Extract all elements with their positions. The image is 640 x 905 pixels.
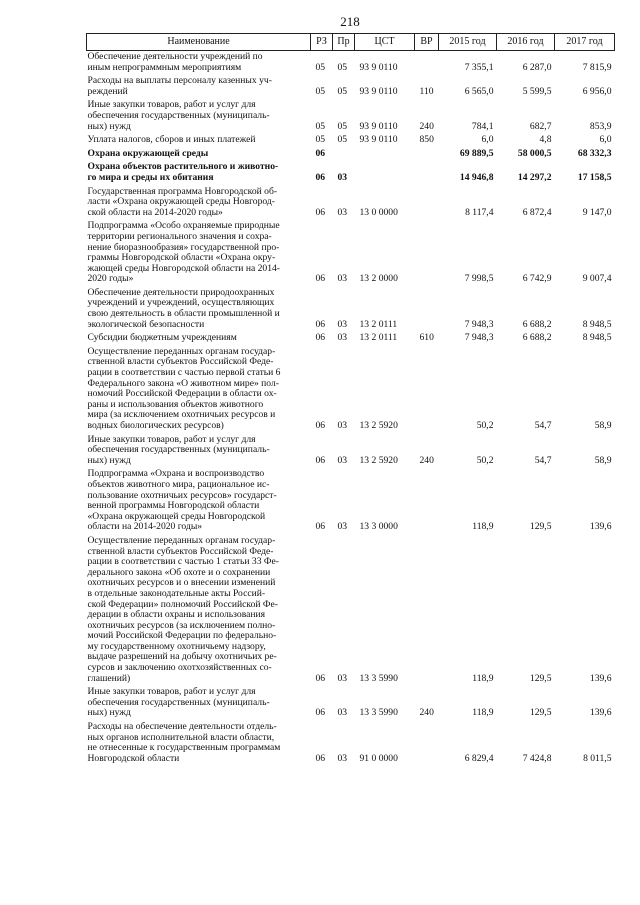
cell-2015: 6 829,4	[464, 752, 494, 764]
cell-rz: 05	[315, 120, 326, 132]
cell-vr	[415, 51, 439, 76]
row-name-line: в отдельные законодательные акты Россий-	[87, 587, 266, 599]
table-row	[87, 434, 615, 469]
cell-pr: 05	[337, 134, 348, 146]
column-header-name: Наименование	[87, 34, 311, 51]
row-name-line: глашений)	[87, 672, 131, 684]
row-name-line: не отнесенные к государственным программам	[87, 742, 281, 754]
table-row	[87, 287, 615, 332]
row-name	[87, 287, 311, 332]
row-name-line: обеспечения государственных (муниципаль-	[87, 109, 270, 121]
column-header-2016: 2016 год	[497, 34, 555, 51]
row-name	[87, 686, 311, 721]
row-name-line: Уплата налогов, сборов и иных платежей	[87, 134, 256, 146]
cell-2016: 6 872,4	[522, 206, 552, 218]
cell-cst: 13 3 5990	[359, 707, 398, 719]
table-row	[87, 468, 615, 535]
row-name-line: Иные закупки товаров, работ и услуг для	[87, 99, 256, 111]
row-name-line: свою деятельность в области промышленной и	[87, 308, 280, 320]
row-name	[87, 148, 311, 162]
row-name-line: Расходы на выплаты персоналу казенных уч-	[87, 75, 272, 87]
cell-2016: 129,5	[529, 521, 552, 533]
cell-pr: 03	[337, 171, 348, 183]
cell-cst	[355, 148, 415, 162]
row-name-line: учреждений и учреждений, осуществляющих	[87, 297, 275, 309]
cell-2016: 6 742,9	[522, 273, 552, 285]
row-name-line: Новгородской области	[87, 752, 180, 764]
row-name-line: водных биологических ресурсов)	[87, 420, 224, 431]
cell-rz: 06	[315, 147, 326, 159]
row-name-line: Федерального закона «О животном мире» пол-	[87, 377, 279, 389]
row-name-line: области на 2014-2020 годы»	[87, 521, 203, 533]
cell-2017: 58,9	[594, 454, 612, 466]
row-name-line: ных) нужд	[87, 120, 131, 132]
row-name	[87, 99, 311, 134]
row-name	[87, 161, 311, 185]
column-header-vr: ВР	[415, 34, 439, 51]
row-name	[87, 186, 311, 221]
cell-rz: 06	[315, 672, 326, 684]
cell-vr	[415, 468, 439, 535]
row-name	[87, 134, 311, 148]
cell-vr: 240	[419, 120, 434, 132]
row-name	[87, 51, 311, 76]
cell-2015: 6,0	[481, 134, 494, 146]
cell-rz: 06	[315, 273, 326, 285]
cell-2017: 139,6	[589, 672, 612, 684]
row-name-line: пользование охотничьих ресурсов» государст-	[87, 489, 277, 501]
row-name-line: номочий Российской Федерации в области ох-	[87, 388, 277, 400]
cell-2016: 6 287,0	[522, 61, 552, 73]
cell-cst: 13 2 5920	[359, 454, 398, 466]
row-name-line: «Охрана окружающей среды Новгородской	[87, 510, 266, 522]
cell-2015: 7 998,5	[464, 273, 494, 285]
row-name	[87, 332, 311, 346]
cell-pr: 03	[337, 318, 348, 330]
column-header-2015: 2015 год	[439, 34, 497, 51]
row-name-line: обеспечения государственных (муниципаль-	[87, 444, 270, 456]
table-header-row	[87, 34, 615, 51]
row-name-line: ных) нужд	[87, 454, 131, 466]
row-name-line: го мира и среды их обитания	[87, 171, 214, 183]
row-name-line: ласти «Охрана окружающей среды Новгород-	[87, 196, 275, 208]
cell-2017: 8 948,5	[582, 332, 612, 344]
table-row	[87, 332, 615, 346]
table-row	[87, 134, 615, 148]
row-name-line: рации в соответствии с частью первой статьи 6	[87, 367, 281, 379]
cell-cst: 93 9 0110	[359, 61, 398, 73]
cell-pr: 05	[337, 85, 348, 97]
row-name-line: ных) нужд	[87, 707, 131, 719]
cell-2015: 69 889,5	[459, 147, 494, 159]
cell-pr: 05	[337, 120, 348, 132]
row-name-line: жающей среды Новгородской области на 2014-	[87, 262, 280, 274]
row-name-line: охотничьих ресурсов и о внесении изменений	[87, 577, 276, 589]
cell-2016: 682,7	[529, 120, 552, 132]
cell-2016: 129,5	[529, 672, 552, 684]
table-row	[87, 186, 615, 221]
cell-cst: 93 9 0110	[359, 134, 398, 146]
cell-rz: 06	[315, 521, 326, 533]
row-name	[87, 346, 311, 434]
cell-rz: 06	[315, 318, 326, 330]
cell-cst: 13 0 0000	[359, 206, 398, 218]
row-name-line: Подпрограмма «Особо охраняемые природные	[87, 220, 280, 232]
table-row	[87, 99, 615, 134]
page-number: 218	[340, 14, 360, 29]
cell-cst: 93 9 0110	[359, 85, 398, 97]
cell-2016: 6 688,2	[522, 332, 552, 344]
row-name-line: Осуществление переданных органам государ-	[87, 534, 276, 546]
cell-rz: 06	[315, 707, 326, 719]
cell-2015: 7 948,3	[464, 332, 494, 344]
row-name-line: дерального закона «Об охоте и о сохранении	[87, 566, 271, 578]
table-row	[87, 161, 615, 185]
table-row	[87, 721, 615, 766]
cell-vr: 850	[419, 134, 434, 146]
cell-2015: 50,2	[476, 420, 494, 431]
cell-2017: 8 011,5	[583, 752, 612, 764]
cell-2017: 68 332,3	[577, 147, 612, 159]
cell-2017: 6 956,0	[582, 85, 612, 97]
cell-vr	[415, 721, 439, 766]
cell-2016: 4,8	[539, 134, 552, 146]
cell-rz: 06	[315, 332, 326, 344]
column-header-2017: 2017 год	[555, 34, 615, 51]
cell-pr	[333, 148, 355, 162]
row-name-line: Подпрограмма «Охрана и воспроизводство	[87, 468, 265, 480]
cell-cst: 13 2 0111	[359, 332, 398, 344]
cell-2016: 14 297,2	[517, 171, 552, 183]
cell-2015: 118,9	[472, 672, 494, 684]
row-name-line: объектов животного мира, рациональное ис-	[87, 478, 270, 490]
row-name	[87, 220, 311, 287]
row-name	[87, 75, 311, 99]
row-name-line: Иные закупки товаров, работ и услуг для	[87, 686, 256, 698]
cell-2017: 17 158,5	[577, 171, 612, 183]
row-name-line: мира (за исключением охотничьих ресурсов и	[87, 409, 276, 421]
cell-pr: 03	[337, 420, 348, 431]
cell-2016: 5 599,5	[522, 85, 552, 97]
cell-pr: 03	[337, 672, 348, 684]
cell-rz: 06	[315, 171, 326, 183]
table-row	[87, 148, 615, 162]
table-row	[87, 346, 615, 434]
column-header-rz: РЗ	[311, 34, 333, 51]
cell-rz: 05	[315, 134, 326, 146]
cell-pr: 03	[337, 752, 348, 764]
cell-vr	[415, 346, 439, 434]
cell-2017: 58,9	[594, 420, 612, 431]
cell-cst: 13 2 0111	[359, 318, 398, 330]
table-row	[87, 220, 615, 287]
cell-vr: 110	[419, 85, 434, 97]
row-name-line: рации в соответствии с частью 1 статьи 33 Фе-	[87, 556, 279, 568]
row-name-line: ственной власти субъектов Российской Феде-	[87, 545, 274, 557]
cell-2016: 58 000,5	[517, 147, 552, 159]
cell-cst: 13 2 5920	[359, 420, 398, 431]
cell-vr: 610	[419, 332, 434, 344]
cell-2017: 6,0	[599, 134, 612, 146]
row-name-line: Иные закупки товаров, работ и услуг для	[87, 433, 256, 445]
cell-rz: 06	[315, 752, 326, 764]
cell-rz: 06	[315, 454, 326, 466]
cell-vr: 240	[419, 454, 434, 466]
row-name-line: Охрана окружающей среды	[87, 147, 209, 159]
cell-vr	[415, 186, 439, 221]
row-name-line: ской Федерации» полномочий Российской Фе-	[87, 598, 278, 610]
cell-2017: 139,6	[589, 707, 612, 719]
cell-2015: 7 355,1	[464, 61, 494, 73]
row-name-line: раны и использования объектов животного	[87, 398, 264, 410]
cell-pr: 05	[337, 61, 348, 73]
cell-2015: 50,2	[476, 454, 494, 466]
cell-cst: 13 2 0000	[359, 273, 398, 285]
cell-pr: 03	[337, 273, 348, 285]
row-name	[87, 434, 311, 469]
row-name-line: Субсидии бюджетным учреждениям	[87, 332, 237, 344]
row-name-line: Обеспечение деятельности учреждений по	[87, 51, 263, 62]
row-name	[87, 721, 311, 766]
cell-2015: 7 948,3	[464, 318, 494, 330]
cell-2015: 784,1	[471, 120, 494, 132]
cell-2017: 9 007,4	[582, 273, 612, 285]
cell-cst	[355, 161, 415, 185]
cell-2015: 14 946,8	[459, 171, 494, 183]
cell-2017: 8 948,5	[582, 318, 612, 330]
table-row	[87, 75, 615, 99]
row-name-line: выдаче разрешений на добычу охотничьих ре-	[87, 651, 277, 663]
cell-2017: 9 147,0	[582, 206, 612, 218]
cell-pr: 03	[337, 332, 348, 344]
cell-rz: 05	[315, 85, 326, 97]
cell-rz: 05	[315, 61, 326, 73]
cell-vr	[415, 161, 439, 185]
cell-cst: 13 3 0000	[359, 521, 398, 533]
row-name-line: обеспечения государственных (муниципаль-	[87, 696, 270, 708]
cell-2015: 118,9	[472, 707, 494, 719]
cell-cst: 91 0 0000	[359, 752, 398, 764]
cell-vr: 240	[419, 707, 434, 719]
cell-2015: 6 565,0	[464, 85, 494, 97]
cell-2015: 8 117,4	[465, 206, 494, 218]
row-name	[87, 468, 311, 535]
row-name-line: му государственному охотничьему надзору,	[87, 640, 266, 652]
row-name-line: охотничьих ресурсов (за исключением полно-	[87, 619, 276, 631]
row-name-line: ской области на 2014-2020 годы»	[87, 206, 223, 218]
row-name-line: мочий Российской Федерации по федерально-	[87, 630, 277, 642]
cell-pr: 03	[337, 206, 348, 218]
row-name-line: Осуществление переданных органам государ-	[87, 345, 276, 357]
cell-2015: 118,9	[472, 521, 494, 533]
cell-rz: 06	[315, 206, 326, 218]
row-name-line: 2020 годы»	[87, 273, 134, 285]
row-name-line: ственной власти субъектов Российской Феде-	[87, 356, 274, 368]
table-row	[87, 686, 615, 721]
row-name-line: граммы Новгородской области «Охрана окру-	[87, 252, 276, 264]
row-name-line: дерации в области охраны и использования	[87, 609, 266, 621]
cell-vr	[415, 220, 439, 287]
cell-vr	[415, 148, 439, 162]
cell-2016: 129,5	[529, 707, 552, 719]
cell-cst: 93 9 0110	[359, 120, 398, 132]
cell-pr: 03	[337, 454, 348, 466]
row-name-line: Обеспечение деятельности природоохранных	[87, 286, 275, 298]
column-header-pr: Пр	[333, 34, 355, 51]
table-row	[87, 535, 615, 686]
cell-2016: 54,7	[534, 454, 552, 466]
cell-vr	[415, 535, 439, 686]
table-body	[87, 51, 615, 767]
row-name-line: иным непрограммным мероприятиям	[87, 61, 242, 73]
row-name-line: Расходы на обеспечение деятельности отдель-	[87, 721, 277, 733]
row-name	[87, 535, 311, 686]
row-name-line: реждений	[87, 85, 128, 97]
row-name-line: венной программы Новгородской области	[87, 500, 260, 512]
cell-2016: 7 424,8	[522, 752, 552, 764]
budget-table	[86, 33, 615, 766]
row-name-line: Охрана объектов растительного и животно-	[87, 161, 279, 173]
cell-2017: 139,6	[589, 521, 612, 533]
cell-2017: 7 815,9	[582, 61, 612, 73]
column-header-cst: ЦСТ	[355, 34, 415, 51]
row-name-line: Государственная программа Новгородской об-	[87, 185, 278, 197]
row-name-line: экологической безопасности	[87, 318, 205, 330]
cell-2016: 54,7	[534, 420, 552, 431]
row-name-line: территории регионального значения и сохра-	[87, 230, 272, 242]
cell-rz: 06	[315, 420, 326, 431]
cell-pr: 03	[337, 521, 348, 533]
row-name-line: нение биоразнообразия» государственной про-	[87, 241, 280, 253]
row-name-line: ных органов исполнительной власти области,	[87, 731, 275, 743]
row-name-line: сурсов и заключению охотхозяйственных со-	[87, 662, 272, 674]
cell-2016: 6 688,2	[522, 318, 552, 330]
cell-vr	[415, 287, 439, 332]
cell-2017: 853,9	[589, 120, 612, 132]
table-row	[87, 51, 615, 76]
cell-pr: 03	[337, 707, 348, 719]
cell-cst: 13 3 5990	[359, 672, 398, 684]
